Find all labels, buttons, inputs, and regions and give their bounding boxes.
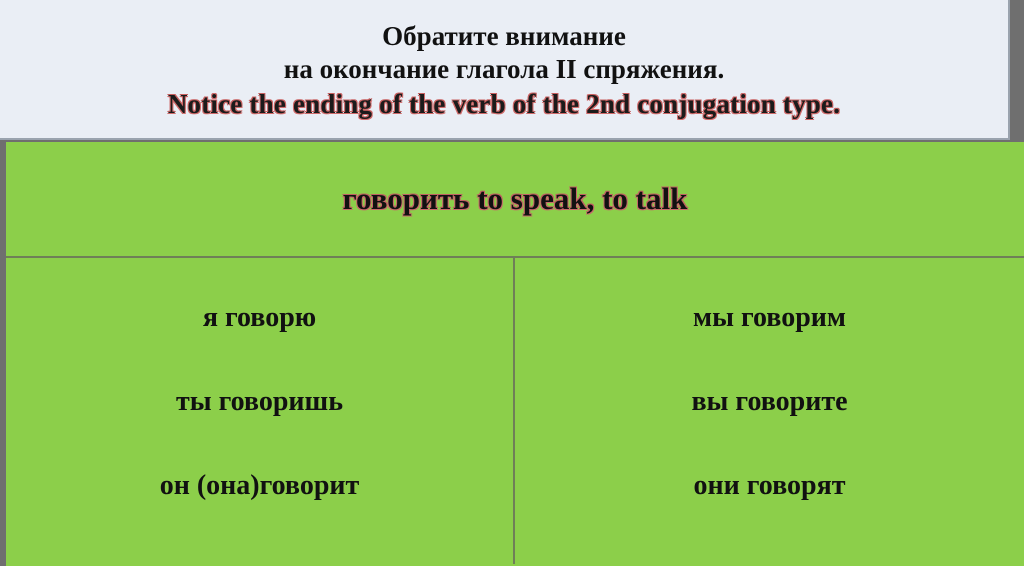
plural-column: [515, 258, 1024, 564]
verb-title-row: [6, 142, 1024, 258]
verb-forms: [6, 258, 1024, 564]
notice-line-1: Обратите внимание: [382, 20, 626, 51]
notice-line-3-english: Notice the ending of the verb of the 2nd conjugation type.: [167, 88, 841, 119]
form-cell: вы говорите: [691, 386, 848, 417]
singular-column: [6, 258, 515, 564]
form-cell: ты говоришь: [175, 386, 343, 417]
form-cell: они говорят: [693, 470, 846, 501]
form-cell: я говорю: [202, 302, 317, 333]
notice-box: [0, 0, 1010, 140]
form-cell: он (она)говорит: [159, 470, 360, 501]
verb-title: говорить to speak, to talk: [342, 181, 688, 216]
form-cell: мы говорим: [693, 302, 846, 333]
conjugation-table: [6, 142, 1024, 566]
notice-line-2: на окончание глагола II спряжения.: [283, 53, 725, 84]
